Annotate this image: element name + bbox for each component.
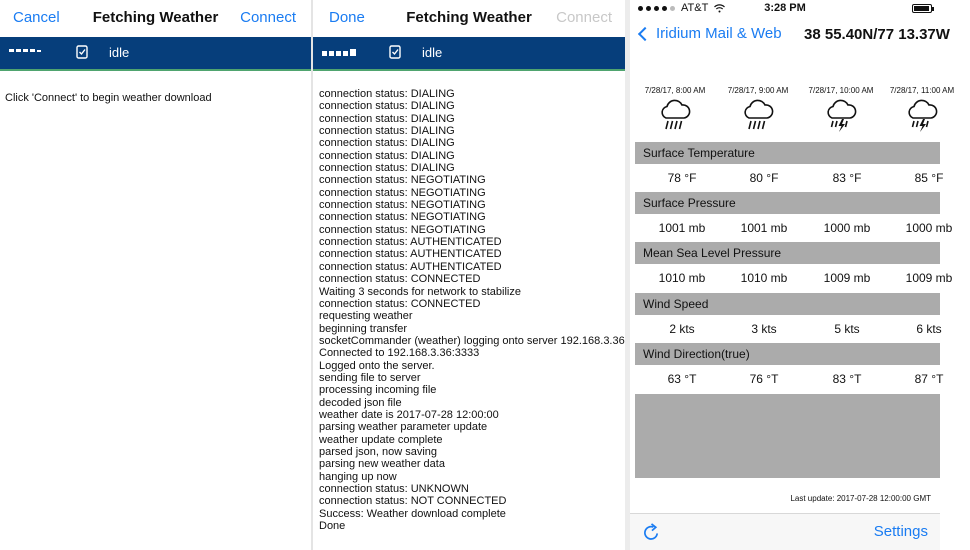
back-button[interactable] xyxy=(636,25,782,42)
log-line: connection status: NEGOTIATING xyxy=(319,223,486,236)
log-line: Success: Weather download complete xyxy=(319,507,506,520)
parameter-value: 63 °T xyxy=(667,372,697,386)
back-button-label: Iridium Mail & Web xyxy=(656,25,782,42)
log-line: connection status: NEGOTIATING xyxy=(319,174,486,187)
log-line: connection status: UNKNOWN xyxy=(319,483,469,495)
forecast-hour xyxy=(635,86,715,134)
instruction-text: Click 'Connect' to begin weather download xyxy=(5,92,212,104)
parameter-value: 1000 mb xyxy=(823,221,871,235)
forecast-time: 7/28/17, 9:00 AM xyxy=(727,86,789,95)
fetch-weather-screen-log xyxy=(313,0,625,550)
weather-section xyxy=(635,242,953,292)
log-line: connection status: DIALING xyxy=(319,137,455,150)
log-line: connection status: AUTHENTICATED xyxy=(319,236,502,249)
parameter-value: 1001 mb xyxy=(658,221,706,235)
weather-section xyxy=(635,293,940,343)
parameter-value: 2 kts xyxy=(669,322,695,336)
parameter-value: 1001 mb xyxy=(740,221,788,235)
forecast-hour xyxy=(882,86,962,134)
section-values xyxy=(635,365,944,393)
section-header: Wind Direction(true) xyxy=(635,343,940,365)
parameter-value: 83 °F xyxy=(832,171,862,185)
log-line: hanging up now xyxy=(319,470,397,483)
forecast-time: 7/28/17, 11:00 AM xyxy=(889,86,955,95)
log-line: connection status: DIALING xyxy=(319,125,455,138)
battery-icon xyxy=(912,4,932,13)
log-line: Done xyxy=(319,520,346,533)
section-values xyxy=(635,214,953,242)
phone-check-icon xyxy=(389,45,401,59)
done-button[interactable]: Done xyxy=(329,9,365,26)
log-line: connection status: NEGOTIATING xyxy=(319,199,486,212)
log-line: processing incoming file xyxy=(319,384,437,397)
section-values xyxy=(635,315,940,343)
section-header: Mean Sea Level Pressure xyxy=(635,242,940,264)
log-line: connection status: DIALING xyxy=(319,162,455,175)
log-line: connection status: NEGOTIATING xyxy=(319,211,486,224)
connection-status-bar xyxy=(313,37,625,69)
parameter-value: 83 °T xyxy=(832,372,862,386)
connect-button-disabled[interactable]: Connect xyxy=(556,9,612,26)
signal-strength-icon xyxy=(9,49,41,52)
parameter-value: 6 kts xyxy=(916,322,942,336)
log-line: parsed json, now saving xyxy=(319,445,438,458)
log-line: connection status: DIALING xyxy=(319,149,455,162)
clock: 3:28 PM xyxy=(764,2,806,14)
forecast-hour xyxy=(718,86,798,134)
parameter-value: 1010 mb xyxy=(658,271,706,285)
connect-button[interactable]: Connect xyxy=(240,9,296,26)
weather-section xyxy=(635,192,953,242)
log-line: connection status: AUTHENTICATED xyxy=(319,248,502,261)
ios-status-bar xyxy=(630,0,940,18)
section-values xyxy=(635,164,944,192)
location-coordinates: 38 55.40N/77 13.37W xyxy=(804,26,950,43)
forecast-hour xyxy=(801,86,881,134)
log-line: connection status: DIALING xyxy=(319,112,455,125)
parameter-value: 1009 mb xyxy=(905,271,953,285)
status-label: idle xyxy=(422,45,443,60)
parameter-value: 1000 mb xyxy=(905,221,953,235)
log-line: sending file to server xyxy=(319,371,421,384)
chevron-left-icon xyxy=(638,26,652,40)
log-line: connection status: NEGOTIATING xyxy=(319,186,486,199)
settings-button[interactable]: Settings xyxy=(873,523,928,540)
connection-status-bar xyxy=(0,37,311,69)
status-label: idle xyxy=(109,45,130,60)
log-line: connection status: DIALING xyxy=(319,88,455,100)
bottom-toolbar xyxy=(630,513,940,550)
log-line: decoded json file xyxy=(319,396,402,409)
log-line: Connected to 192.168.3.36:3333 xyxy=(319,347,480,360)
empty-panel-area xyxy=(635,394,940,478)
rain-cloud-icon xyxy=(657,98,693,134)
signal-strength-icon xyxy=(322,49,356,56)
parameter-value: 76 °T xyxy=(749,372,779,386)
log-line: Waiting 3 seconds for network to stabilize xyxy=(319,285,521,298)
parameter-value: 5 kts xyxy=(834,322,860,336)
parameter-value: 85 °F xyxy=(914,171,944,185)
parameter-value: 80 °F xyxy=(749,171,779,185)
nav-bar xyxy=(313,0,625,36)
phone-check-icon xyxy=(76,45,88,59)
log-line: connection status: DIALING xyxy=(319,100,455,113)
refresh-icon[interactable] xyxy=(642,523,661,542)
fetch-weather-screen-idle xyxy=(0,0,311,550)
section-header: Surface Pressure xyxy=(635,192,940,214)
log-line: connection status: NOT CONNECTED xyxy=(319,495,507,508)
nav-bar xyxy=(0,0,311,36)
log-line: weather update complete xyxy=(319,433,443,446)
forecast-hours xyxy=(630,86,955,142)
parameter-value: 78 °F xyxy=(667,171,697,185)
divider xyxy=(0,69,311,71)
forecast-time: 7/28/17, 8:00 AM xyxy=(644,86,706,95)
parameter-value: 1010 mb xyxy=(740,271,788,285)
log-line: connection status: CONNECTED xyxy=(319,273,481,286)
divider xyxy=(313,69,625,71)
section-header: Surface Temperature xyxy=(635,142,940,164)
page-title: Fetching Weather xyxy=(406,9,532,26)
thunderstorm-cloud-icon xyxy=(823,98,859,134)
carrier-name: AT&T xyxy=(681,2,709,14)
rain-cloud-icon xyxy=(740,98,776,134)
cancel-button[interactable]: Cancel xyxy=(13,9,60,26)
log-line: requesting weather xyxy=(319,310,413,323)
thunderstorm-cloud-icon xyxy=(904,98,940,134)
weather-forecast-screen xyxy=(630,0,955,550)
parameter-value: 87 °T xyxy=(914,372,944,386)
log-line: connection status: CONNECTED xyxy=(319,297,481,310)
log-line: beginning transfer xyxy=(319,322,408,335)
connection-log xyxy=(319,88,623,532)
log-line: parsing weather parameter update xyxy=(319,421,488,434)
section-header: Wind Speed xyxy=(635,293,940,315)
nav-bar xyxy=(630,22,950,52)
log-line: Logged onto the server. xyxy=(319,359,435,372)
log-line: connection status: AUTHENTICATED xyxy=(319,260,502,273)
log-line: weather date is 2017-07-28 12:00:00 xyxy=(319,408,499,421)
section-values xyxy=(635,264,953,292)
log-line: parsing new weather data xyxy=(319,458,445,471)
weather-section xyxy=(635,142,944,192)
last-update-text: Last update: 2017-07-28 12:00:00 GMT xyxy=(790,494,931,503)
parameter-value: 1009 mb xyxy=(823,271,871,285)
page-title: Fetching Weather xyxy=(92,9,219,26)
weather-section xyxy=(635,343,944,393)
log-line: socketCommander (weather) logging onto server 192.168.3.36 xyxy=(319,334,625,347)
parameter-value: 3 kts xyxy=(751,322,777,336)
forecast-time: 7/28/17, 10:00 AM xyxy=(808,86,874,95)
